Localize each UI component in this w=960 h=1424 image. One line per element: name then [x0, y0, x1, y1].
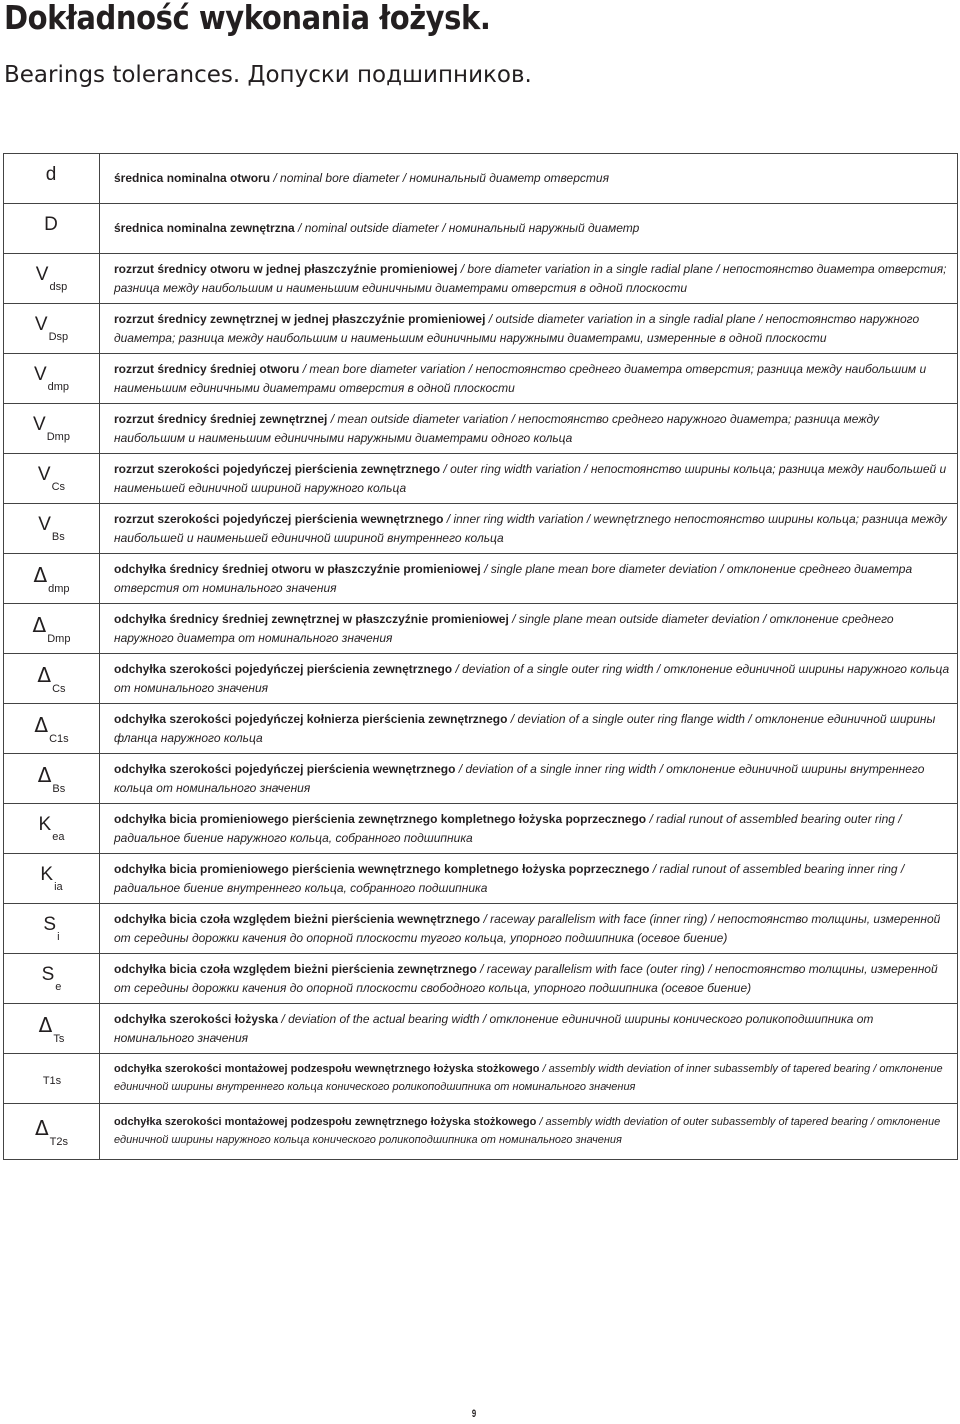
- translation-text: / raceway parallelism with face (inner ring) / непостоянство толщины, измеренной от середины дорожки качения до опорной плоскости тугого кольца, упорного подшипника (осевое биение): [114, 912, 941, 945]
- symbol-subscript: e: [55, 981, 62, 993]
- polish-term: odchyłka szerokości pojedyńczej kołnierza pierścienia zewnętrznego: [114, 712, 508, 726]
- translation-text: / outer ring width variation / непостоянство ширины кольца; разница между наибольшей и наименьшей единичной шириной наружного кольца: [114, 462, 947, 495]
- description-cell: [100, 254, 958, 304]
- translation-text: / assembly width deviation of inner subassembly of tapered bearing / отклонение единичной ширины внутреннего кольца конического роликоподшипника от номинального значения: [114, 1063, 943, 1093]
- polish-term: odchyłka szerokości montażowej podzespołu wewnętrznego łożyska stożkowego: [114, 1063, 540, 1075]
- symbol-cell: [4, 904, 100, 954]
- description-cell: [100, 454, 958, 504]
- translation-text: / single plane mean bore diameter deviation / отклонение среднего диаметра отверстия от номинального значения: [114, 562, 913, 595]
- polish-term: odchyłka szerokości montażowej podzespołu zewnętrznego łożyska stożkowego: [114, 1116, 537, 1128]
- description-cell: [100, 1054, 958, 1104]
- symbol-subscript: C1s: [49, 732, 69, 745]
- description-cell: [100, 304, 958, 354]
- symbol-main: K: [38, 814, 52, 835]
- description-cell: [100, 1104, 958, 1160]
- translation-text: / radial runout of assembled bearing inner ring / радиальное биение внутреннего кольца, собранного подшипника: [114, 862, 905, 895]
- symbol-main: d: [45, 164, 57, 185]
- symbol-subscript: Bs: [51, 531, 65, 543]
- symbol-main: Δ: [37, 662, 52, 687]
- translation-text: / deviation of a single inner ring width / отклонение единичной ширины внутреннего кольца от номинального значения: [114, 762, 925, 795]
- symbol-cell: [4, 354, 100, 404]
- description-cell: [100, 704, 958, 754]
- translation-text: / assembly width deviation of outer subassembly of tapered bearing / отклонение единичной ширины наружного кольца конического роликоподшипника от номинального значения: [114, 1116, 941, 1146]
- description-cell: [100, 504, 958, 554]
- polish-term: rozrzut średnicy zewnętrznej w jednej płaszczyźnie promieniowej: [114, 312, 486, 326]
- polish-term: odchyłka bicia promieniowego pierścienia zewnętrznego kompletnego łożyska poprzecznego: [114, 812, 647, 826]
- description-cell: [100, 754, 958, 804]
- translation-text: / mean bore diameter variation / непостоянство среднего диаметра отверстия; разница между наибольшим и наименьшим единичными диаметрами отверстия в одной плоскости: [114, 362, 927, 395]
- translation-text: / outside diameter variation in a single radial plane / непостоянство наружного диаметра; разница между наибольшим и наименьшим единичными наружными диаметрами, измеренные в одной плоскости: [114, 312, 920, 345]
- translation-text: / bore diameter variation in a single radial plane / непостоянство диаметра отверстия; разница между наибольшим и наименьшим единичными диаметрами отверстия в одной плоскости: [114, 262, 947, 295]
- table-row: [4, 554, 958, 604]
- symbol-main: Δ: [33, 562, 48, 587]
- symbol-subscript: dmp: [48, 582, 70, 595]
- translation-text: / nominal outside diameter / номинальный наружный диаметр: [294, 221, 640, 236]
- table-row: [4, 1104, 958, 1160]
- table-row: [4, 1004, 958, 1054]
- symbol-subscript: i: [57, 931, 60, 943]
- polish-term: rozrzut średnicy otworu w jednej płaszczyźnie promieniowej: [114, 262, 458, 276]
- symbol-cell: [4, 854, 100, 904]
- description-cell: [100, 1004, 958, 1054]
- table-row: [4, 954, 958, 1004]
- symbol-main: V: [38, 514, 51, 535]
- table-row: [4, 854, 958, 904]
- description-cell: [100, 354, 958, 404]
- symbol-main: V: [35, 264, 49, 285]
- symbol-subscript: Cs: [51, 481, 66, 493]
- description-cell: [100, 804, 958, 854]
- table-row: [4, 354, 958, 404]
- symbol-cell: [4, 954, 100, 1004]
- description-cell: [100, 604, 958, 654]
- polish-term: rozrzut średnicy średniej otworu: [114, 362, 300, 376]
- description-cell: [100, 854, 958, 904]
- symbol-subscript: Dmp: [46, 431, 70, 443]
- symbol-cell: [4, 304, 100, 354]
- polish-term: odchyłka szerokości pojedyńczej pierścienia wewnętrznego: [114, 762, 456, 776]
- polish-term: odchyłka szerokości pojedyńczej pierścienia zewnętrznego: [114, 662, 453, 676]
- symbol-cell: [4, 1054, 100, 1104]
- description-cell: [100, 204, 958, 254]
- symbol-main: V: [34, 314, 48, 335]
- symbol-subscript: dsp: [49, 281, 68, 293]
- page-title: Dokładność wykonania łożysk.: [4, 0, 491, 37]
- symbol-cell: [4, 154, 100, 204]
- symbol-subscript: ea: [52, 831, 65, 843]
- symbol-cell: [4, 754, 100, 804]
- description-cell: [100, 904, 958, 954]
- symbol-cell: [4, 804, 100, 854]
- tolerances-table: [3, 153, 958, 1160]
- symbol-main: V: [33, 364, 47, 385]
- symbol-cell: [4, 454, 100, 504]
- table-row: [4, 154, 958, 204]
- table-row: [4, 204, 958, 254]
- translation-text: / mean outside diameter variation / непостоянство среднего наружного диаметра; разница между наибольшим и наименьшим единичными наружными диаметрами одного кольца: [114, 412, 880, 445]
- table-row: [4, 254, 958, 304]
- polish-term: rozrzut średnicy średniej zewnętrznej: [114, 412, 328, 426]
- polish-term: odchyłka średnicy średniej zewnętrznej w płaszczyźnie promieniowej: [114, 612, 509, 626]
- translation-text: / raceway parallelism with face (outer ring) / непостоянство толщины, измеренной от середины дорожки качения до опорной плоскости свободного кольца, упорного подшипника (осевое биение): [114, 962, 938, 995]
- symbol-cell: [4, 1004, 100, 1054]
- table-row: [4, 504, 958, 554]
- table-row: [4, 304, 958, 354]
- table-row: [4, 604, 958, 654]
- polish-term: odchyłka bicia czoła względem bieżni pierścienia zewnętrznego: [114, 962, 477, 976]
- translation-text: / inner ring width variation / wewnętrznego непостоянство ширины кольца; разница между наибольшей и наименьшей единичной шириной внутреннего кольца: [114, 512, 947, 545]
- polish-term: rozrzut szerokości pojedyńczej pierścienia wewnętrznego: [114, 512, 444, 526]
- symbol-cell: [4, 204, 100, 254]
- symbol-main: Δ: [34, 712, 49, 737]
- symbol-subscript: Ts: [53, 1032, 65, 1045]
- symbol-main: K: [40, 864, 54, 885]
- table-row: [4, 454, 958, 504]
- symbol-main: Δ: [32, 612, 47, 637]
- description-cell: [100, 954, 958, 1004]
- symbol-subscript: T2s: [49, 1135, 69, 1148]
- symbol-cell: [4, 404, 100, 454]
- symbol-subscript: Dsp: [48, 331, 69, 343]
- page-number: 9: [471, 1408, 477, 1420]
- symbol-main: Δ: [34, 1115, 49, 1140]
- translation-text: / deviation of the actual bearing width / отклонение единичной ширины конического роликоподшипника от номинального значения: [114, 1012, 874, 1045]
- translation-text: / deviation of a single outer ring width / отклонение единичной ширины наружного кольца от номинального значения: [114, 662, 950, 695]
- table-row: [4, 1054, 958, 1104]
- table-row: [4, 704, 958, 754]
- symbol-main: V: [33, 414, 46, 435]
- symbol-subscript: T1s: [42, 1074, 62, 1087]
- table-row: [4, 754, 958, 804]
- symbol-subscript: dmp: [47, 381, 70, 393]
- symbol-subscript: Dmp: [47, 632, 71, 645]
- description-cell: [100, 404, 958, 454]
- symbol-main: Δ: [38, 1012, 53, 1037]
- symbol-main: S: [43, 914, 57, 935]
- polish-term: średnica nominalna otworu: [114, 171, 271, 186]
- symbol-cell: [4, 554, 100, 604]
- polish-term: odchyłka średnicy średniej otworu w płaszczyźnie promieniowej: [114, 562, 481, 576]
- symbol-main: D: [44, 214, 58, 235]
- symbol-main: S: [41, 964, 55, 985]
- table-row: [4, 804, 958, 854]
- translation-text: / single plane mean outside diameter deviation / отклонение среднего наружного диаметра от номинального значения: [114, 612, 894, 645]
- symbol-main: V: [37, 464, 51, 485]
- symbol-cell: [4, 704, 100, 754]
- symbol-cell: [4, 654, 100, 704]
- page-subtitle: Bearings tolerances. Допуски подшипников.: [4, 62, 532, 88]
- symbol-cell: [4, 254, 100, 304]
- table-row: [4, 654, 958, 704]
- description-cell: [100, 554, 958, 604]
- translation-text: / deviation of a single outer ring flange width / отклонение единичной ширины фланца наружного кольца: [114, 712, 936, 745]
- polish-term: średnica nominalna zewnętrzna: [114, 221, 295, 236]
- table-row: [4, 904, 958, 954]
- symbol-subscript: ia: [54, 881, 63, 893]
- polish-term: rozrzut szerokości pojedyńczej pierścienia zewnętrznego: [114, 462, 441, 476]
- symbol-cell: [4, 1104, 100, 1160]
- polish-term: odchyłka bicia promieniowego pierścienia wewnętrznego kompletnego łożyska poprzecznego: [114, 862, 650, 876]
- table-row: [4, 404, 958, 454]
- polish-term: odchyłka bicia czoła względem bieżni pierścienia wewnętrznego: [114, 912, 481, 926]
- symbol-cell: [4, 604, 100, 654]
- symbol-cell: [4, 504, 100, 554]
- translation-text: / radial runout of assembled bearing outer ring / радиальное биение наружного кольца, собранного подшипника: [114, 812, 902, 845]
- symbol-subscript: Cs: [52, 682, 66, 695]
- symbol-main: Δ: [37, 762, 52, 787]
- description-cell: [100, 154, 958, 204]
- translation-text: / nominal bore diameter / номинальный диаметр отверстия: [270, 171, 609, 186]
- symbol-subscript: Bs: [52, 782, 66, 795]
- description-cell: [100, 654, 958, 704]
- polish-term: odchyłka szerokości łożyska: [114, 1012, 279, 1026]
